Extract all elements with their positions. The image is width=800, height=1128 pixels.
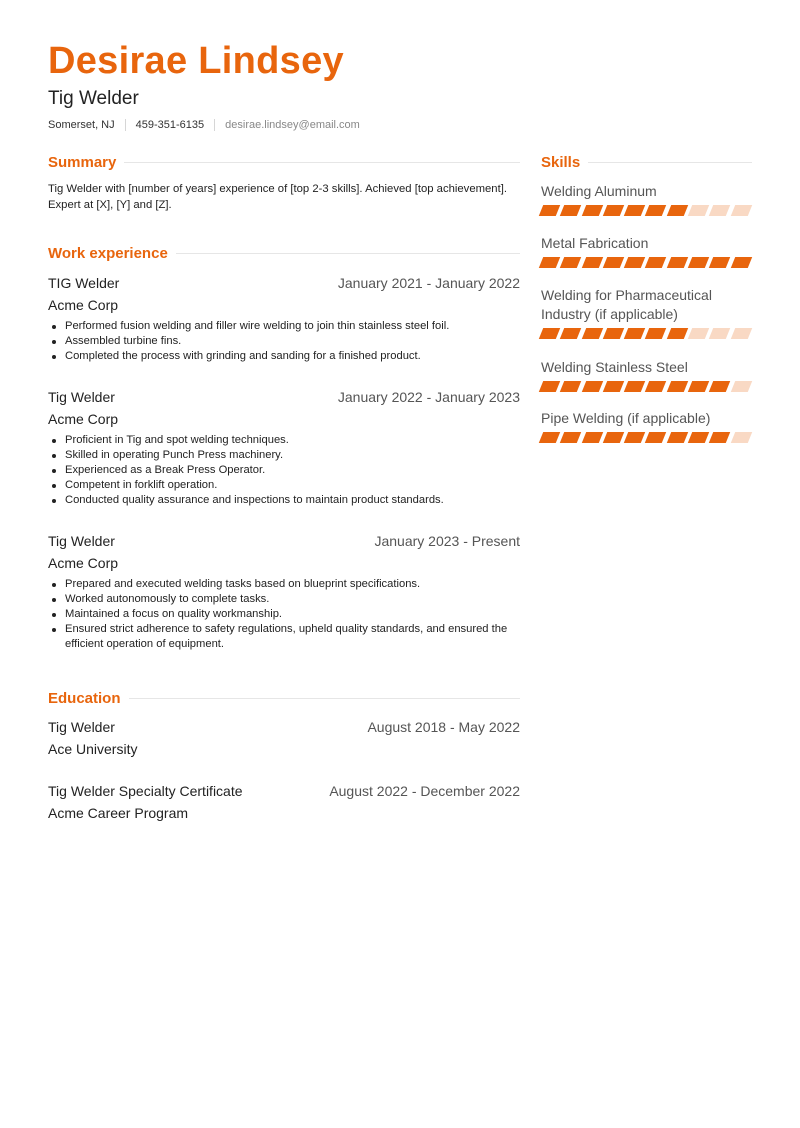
skill-segment-filled bbox=[624, 328, 645, 339]
skill-name: Metal Fabrication bbox=[541, 235, 649, 251]
skill-segment-empty bbox=[709, 328, 730, 339]
skill-segment-filled bbox=[667, 205, 688, 216]
skill-segment-filled bbox=[539, 328, 560, 339]
skill-segment-filled bbox=[667, 257, 688, 268]
job-entry bbox=[48, 275, 520, 364]
section-rule bbox=[124, 162, 520, 163]
skill-segment-filled bbox=[560, 432, 581, 443]
skill-segment-empty bbox=[730, 432, 751, 443]
skill-segment-filled bbox=[624, 381, 645, 392]
job-title: Tig Welder bbox=[48, 88, 139, 109]
job-role: Tig Welder bbox=[48, 389, 115, 405]
phone: 459-351-6135 bbox=[135, 119, 205, 131]
skill-segment-filled bbox=[539, 432, 560, 443]
skill-segment-filled bbox=[709, 381, 730, 392]
skill-item bbox=[541, 409, 755, 443]
list-item: Experienced as a Break Press Operator. bbox=[65, 463, 520, 478]
work-section-header bbox=[48, 245, 520, 262]
skill-segment-filled bbox=[624, 432, 645, 443]
skill-level-bar bbox=[541, 381, 755, 392]
list-item: Maintained a focus on quality workmanship. bbox=[65, 607, 520, 622]
education-section-header bbox=[48, 690, 520, 707]
skill-level-bar bbox=[541, 432, 755, 443]
skill-segment-filled bbox=[624, 257, 645, 268]
skill-segment-filled bbox=[603, 205, 624, 216]
skill-name: Welding for Pharmaceutical Industry (if applicable) bbox=[541, 287, 712, 322]
skill-segment-filled bbox=[603, 432, 624, 443]
education-school: Acme Career Program bbox=[48, 805, 189, 821]
skill-segment-filled bbox=[709, 257, 730, 268]
skill-segment-filled bbox=[581, 205, 602, 216]
list-item: Competent in forklift operation. bbox=[65, 478, 520, 493]
divider bbox=[214, 119, 215, 131]
list-item: Completed the process with grinding and sanding for a finished product. bbox=[65, 349, 520, 364]
skill-segment-filled bbox=[539, 205, 560, 216]
skill-segment-filled bbox=[603, 257, 624, 268]
skill-item bbox=[541, 234, 755, 268]
section-title: Skills bbox=[541, 154, 581, 171]
skill-segment-filled bbox=[560, 257, 581, 268]
section-title: Summary bbox=[48, 154, 117, 171]
skill-segment-empty bbox=[688, 328, 709, 339]
skill-segment-empty bbox=[730, 205, 751, 216]
list-item: Ensured strict adherence to safety regulations, upheld quality standards, and ensured the efficient operation of equipment. bbox=[65, 622, 520, 652]
skill-segment-filled bbox=[730, 257, 751, 268]
skill-segment-filled bbox=[667, 328, 688, 339]
skill-segment-filled bbox=[539, 381, 560, 392]
skill-segment-filled bbox=[667, 381, 688, 392]
list-item: Worked autonomously to complete tasks. bbox=[65, 592, 520, 607]
skill-segment-filled bbox=[560, 381, 581, 392]
job-company: Acme Corp bbox=[48, 555, 119, 571]
job-dates: January 2021 - January 2022 bbox=[337, 275, 520, 291]
skill-segment-filled bbox=[581, 432, 602, 443]
skill-segment-filled bbox=[645, 328, 666, 339]
skill-level-bar bbox=[541, 205, 755, 216]
education-entry bbox=[48, 719, 520, 757]
skill-segment-empty bbox=[730, 328, 751, 339]
list-item: Skilled in operating Punch Press machinery. bbox=[65, 448, 520, 463]
job-company: Acme Corp bbox=[48, 411, 119, 427]
skill-segment-filled bbox=[603, 381, 624, 392]
skill-segment-filled bbox=[581, 257, 602, 268]
skill-level-bar bbox=[541, 257, 755, 268]
job-dates: January 2022 - January 2023 bbox=[337, 389, 520, 405]
section-title: Work experience bbox=[48, 245, 168, 262]
job-bullets bbox=[48, 577, 520, 652]
divider bbox=[125, 119, 126, 131]
skill-segment-filled bbox=[603, 328, 624, 339]
job-role: TIG Welder bbox=[48, 275, 120, 291]
skill-segment-filled bbox=[688, 257, 709, 268]
list-item: Proficient in Tig and spot welding techniques. bbox=[65, 433, 520, 448]
skill-segment-filled bbox=[667, 432, 688, 443]
summary-section-header bbox=[48, 154, 520, 171]
education-degree: Tig Welder bbox=[48, 719, 115, 735]
section-rule bbox=[129, 698, 520, 699]
skill-segment-filled bbox=[581, 381, 602, 392]
job-dates: January 2023 - Present bbox=[374, 533, 520, 549]
skill-item bbox=[541, 358, 755, 392]
job-bullets bbox=[48, 319, 520, 364]
education-school: Ace University bbox=[48, 741, 138, 757]
skill-name: Pipe Welding (if applicable) bbox=[541, 410, 711, 426]
skill-segment-filled bbox=[645, 205, 666, 216]
section-title: Education bbox=[48, 690, 121, 707]
contact-info bbox=[48, 119, 360, 131]
skill-segment-empty bbox=[688, 205, 709, 216]
skill-name: Welding Stainless Steel bbox=[541, 359, 688, 375]
skill-segment-filled bbox=[709, 432, 730, 443]
candidate-name: Desirae Lindsey bbox=[48, 40, 344, 82]
summary-text: Tig Welder with [number of years] experience of [top 2-3 skills]. Achieved [top achievement]. Expert at [X], [Y] and [Z]. bbox=[48, 183, 508, 211]
education-dates: August 2018 - May 2022 bbox=[367, 719, 520, 735]
job-company: Acme Corp bbox=[48, 297, 119, 313]
skill-item bbox=[541, 182, 755, 216]
skill-segment-filled bbox=[688, 432, 709, 443]
skill-level-bar bbox=[541, 328, 755, 339]
skill-segment-empty bbox=[709, 205, 730, 216]
job-entry bbox=[48, 389, 520, 508]
skill-segment-filled bbox=[581, 328, 602, 339]
skill-segment-filled bbox=[645, 257, 666, 268]
list-item: Prepared and executed welding tasks based on blueprint specifications. bbox=[65, 577, 520, 592]
section-rule bbox=[176, 253, 520, 254]
skill-segment-filled bbox=[645, 432, 666, 443]
skill-segment-filled bbox=[645, 381, 666, 392]
education-entry bbox=[48, 783, 520, 821]
skill-segment-filled bbox=[560, 205, 581, 216]
section-rule bbox=[588, 162, 752, 163]
education-degree: Tig Welder Specialty Certificate bbox=[48, 783, 243, 799]
list-item: Assembled turbine fins. bbox=[65, 334, 520, 349]
skill-segment-filled bbox=[688, 381, 709, 392]
email-link[interactable]: desirae.lindsey@email.com bbox=[225, 119, 360, 131]
skill-name: Welding Aluminum bbox=[541, 183, 657, 199]
list-item: Conducted quality assurance and inspections to maintain product standards. bbox=[65, 493, 520, 508]
job-entry bbox=[48, 533, 520, 652]
location: Somerset, NJ bbox=[48, 119, 115, 131]
skills-section-header bbox=[541, 154, 752, 171]
job-role: Tig Welder bbox=[48, 533, 115, 549]
education-dates: August 2022 - December 2022 bbox=[329, 783, 520, 799]
list-item: Performed fusion welding and filler wire welding to join thin stainless steel foil. bbox=[65, 319, 520, 334]
skill-item bbox=[541, 286, 755, 339]
job-bullets bbox=[48, 433, 520, 508]
skill-segment-filled bbox=[539, 257, 560, 268]
skill-segment-filled bbox=[560, 328, 581, 339]
skill-segment-filled bbox=[624, 205, 645, 216]
skill-segment-empty bbox=[730, 381, 751, 392]
